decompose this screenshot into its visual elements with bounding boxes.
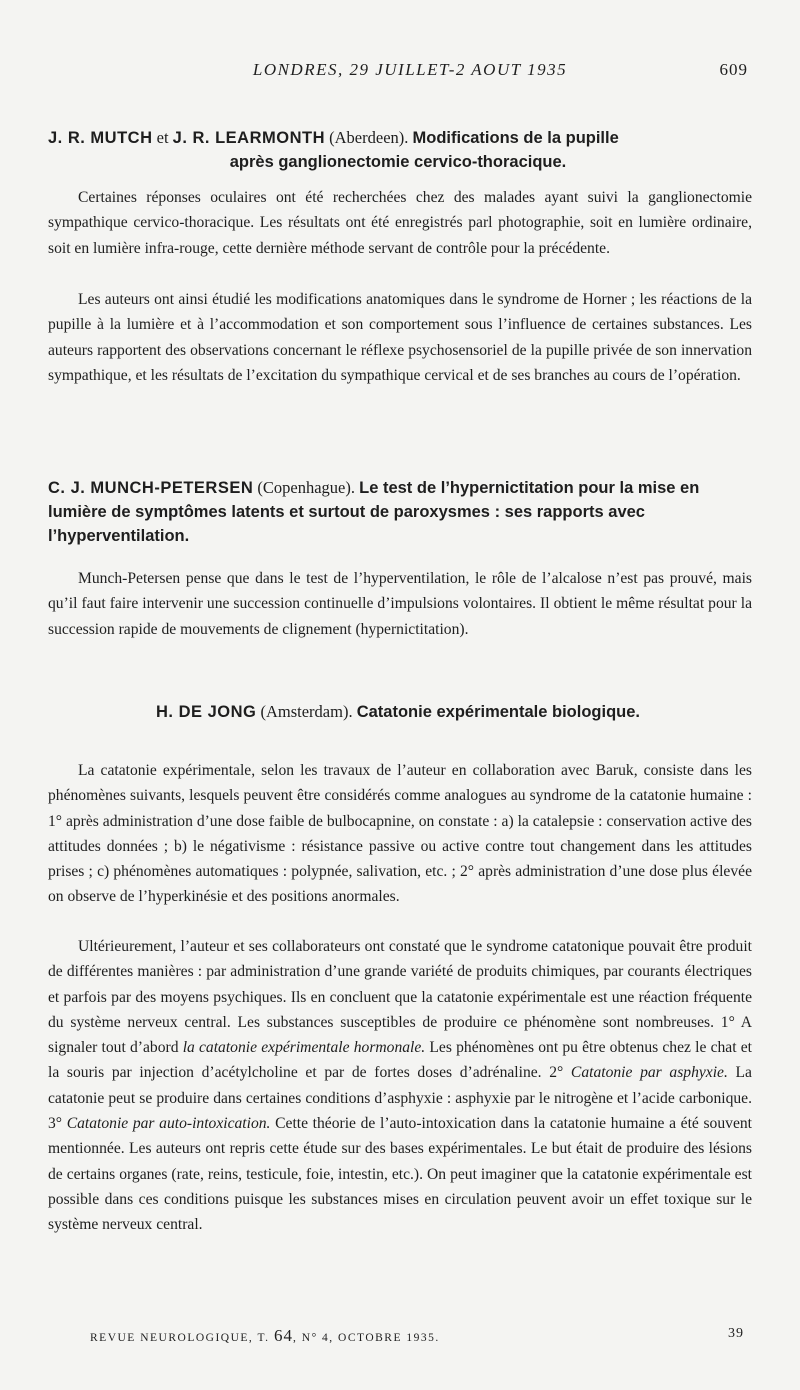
article-3-p2-italic-3: Catatonie par auto-intoxication. — [66, 1115, 271, 1133]
article-1-conj: et — [156, 128, 169, 147]
article-1-title-cont: après ganglionectomie cervico-thoracique. — [229, 153, 567, 171]
article-2-city: (Copenhague). — [257, 478, 355, 497]
page-number: 609 — [719, 60, 748, 79]
article-1-city: (Aberdeen). — [329, 128, 409, 147]
article-3-p2-text-b: Les phénomènes ont pu être obtenus chez le chat et la souris par injection d’acétylcholine et par de fortes doses d’adrénaline. 2° — [48, 1039, 752, 1082]
article-3-city: (Amsterdam). — [260, 702, 353, 721]
article-1-heading — [48, 126, 748, 174]
journal-volume: 64 — [274, 1326, 294, 1345]
article-3-p2-text-c: La catatonie peut se produire dans certaines conditions d’asphyxie : asphyxie par le nitrogène et l’acide carbonique. 3° — [48, 1064, 752, 1133]
running-head-title: LONDRES, 29 JUILLET-2 AOUT 1935 — [252, 60, 568, 79]
article-3-p2-text-a: Ultérieurement, l’auteur et ses collaborateurs ont constaté que le syndrome catatonique pouvait être produit de différentes manières : par administration d’une grande variété de produits chimiques, par courants électriques et parfois par des moyens psychiques. Ils en concluent que la catatonie expérimentale est une réaction fréquente du système nerveux central. Les substances susceptibles de produire ce phénomène sont nombreuses. 1° A signaler tout d’abord — [48, 938, 752, 1057]
article-3-p2-italic-2: Catatonie par asphyxie. — [570, 1064, 728, 1082]
article-1-authors: J. R. MUTCH — [48, 129, 153, 147]
article-2-authors: C. J. MUNCH-PETERSEN — [48, 479, 254, 497]
article-3-title: Catatonie expérimentale biologique. — [356, 703, 641, 721]
article-2-paragraph-1: Munch-Petersen pense que dans le test de l’hyperventilation, le rôle de l’alcalose n’est pas prouvé, mais qu’il faut faire intervenir une succession continuelle d’impulsions volontaires. Il obtient le même résultat pour la succession rapide de mouvements de clignement (hypernictitation). — [48, 570, 752, 638]
article-1-paragraph-2: Les auteurs ont ainsi étudié les modifications anatomiques dans le syndrome de Horner ; les réactions de la pupille à la lumière et à l’accommodation et son comportement sous l’influence de certaines substances. Les auteurs rapportent des observations concernant le réflexe psychosensoriel de la pupille privée de son innervation sympathique, et les résultats de l’excitation du sympathique cervical et de ses branches au cours de l’opération. — [48, 291, 752, 384]
article-3-heading — [48, 700, 748, 724]
journal-issue: , N° 4, OCTOBRE 1935. — [293, 1332, 440, 1344]
article-3-paragraph-2 — [48, 934, 752, 1238]
article-1-authors-2: J. R. LEARMONTH — [172, 129, 326, 147]
journal-reference — [90, 1326, 440, 1346]
signature-mark: 39 — [728, 1326, 744, 1341]
article-1-paragraph-1: Certaines réponses oculaires ont été recherchées chez des malades ayant suivi la ganglionectomie sympathique cervico-thoracique. Les résultats ont été enregistrés parl photographie, soit en lumière ordinaire, soit en lumière infra-rouge, cette dernière méthode servant de contrôle pour la précédente. — [48, 189, 752, 257]
article-3-p2-text-d: Cette théorie de l’auto-intoxication dans la catatonie humaine a été souvent mentionnée. Les auteurs ont repris cette étude sur des bases expérimentales. Le but était de produire des lésions de certains organes (rate, reins, testicule, foie, intestin, etc.). On peut imaginer que la catatonie expérimentale est possible dans ces conditions puisque les substances mises en circulation peuvent avoir un effet toxique sur le système nerveux central. — [48, 1115, 752, 1234]
article-2-heading — [48, 476, 752, 548]
journal-name: REVUE NEUROLOGIQUE, T. — [90, 1332, 270, 1344]
article-3-p2-italic-1: la catatonie expérimentale hormonale. — [182, 1039, 426, 1057]
article-3-authors: H. DE JONG — [155, 703, 257, 721]
article-1-title: Modifications de la pupille — [412, 129, 619, 147]
running-head — [0, 60, 800, 90]
article-3-paragraph-1: La catatonie expérimentale, selon les travaux de l’auteur en collaboration avec Baruk, consiste dans les phénomènes suivants, lesquels peuvent être considérés comme analogues au syndrome de la catatonie humaine : 1° après administration d’une dose faible de bulbocapnine, on constate : a) la catalepsie : conservation active des attitudes données ; b) le négativisme : résistance passive ou active contre tout changement dans les attitudes prises ; c) phénomènes automatiques : polypnée, salivation, etc. ; 2° après administration d’une dose plus élevée on observe de l’hyperkinésie et des positions anormales. — [48, 762, 752, 906]
page-footer — [0, 1326, 800, 1352]
article-2-title: Le test de l’hypernictitation pour la mise en lumière de symptômes latents et surtout de paroxysmes : ses rapports avec l’hyperventilation. — [48, 479, 700, 545]
